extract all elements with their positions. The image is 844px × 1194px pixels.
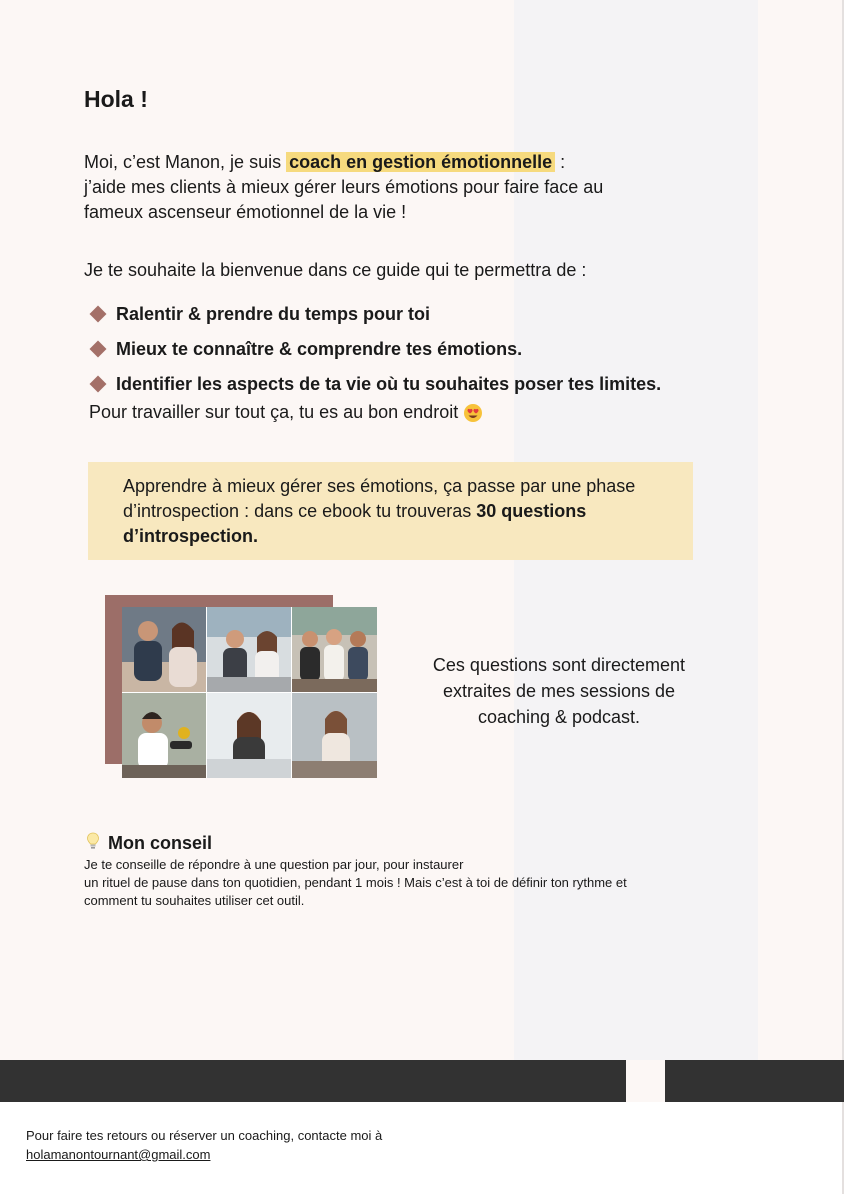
diamond-icon	[90, 305, 107, 322]
benefits-list	[88, 296, 661, 401]
diamond-icon	[90, 340, 107, 357]
tip-title-text: Mon conseil	[108, 833, 213, 853]
diamond-icon	[90, 375, 107, 392]
callout-body: Apprendre à mieux gérer ses émotions, ça passe par une phase d’introspection : dans ce ebook tu trouveras	[123, 476, 636, 521]
collage-photo	[207, 607, 291, 692]
collage-photo	[292, 693, 377, 778]
tip-heading	[86, 832, 212, 855]
footer-bar-left	[0, 1060, 626, 1102]
caption-line-2: extraites de mes sessions de	[442, 681, 676, 701]
intro-text: Moi, c’est Manon, je suis	[84, 152, 287, 172]
caption-line-3: coaching & podcast.	[477, 707, 641, 727]
contact-text: Pour faire tes retours ou réserver un coaching, contacte moi à	[26, 1128, 383, 1143]
list-item-label: Ralentir & prendre du temps pour toi	[116, 303, 431, 324]
closing-line	[89, 402, 483, 423]
tip-text	[84, 856, 734, 910]
tip-line-1: Je te conseille de répondre à une question par jour, pour instaurer	[84, 857, 464, 872]
intro-line-3: fameux ascenseur émotionnel de la vie !	[84, 202, 407, 222]
lightbulb-icon	[86, 832, 100, 855]
list-item	[88, 366, 661, 401]
intro-colon: :	[555, 152, 566, 172]
tip-line-2: un rituel de pause dans ton quotidien, pendant 1 mois ! Mais c’est à toi de définir ton rythme et	[84, 875, 627, 890]
callout-text	[88, 462, 693, 549]
list-item	[88, 331, 661, 366]
contact-info	[26, 1126, 382, 1164]
list-item-label: Mieux te connaître & comprendre tes émotions.	[116, 338, 523, 359]
closing-text: Pour travailler sur tout ça, tu es au bon endroit	[89, 402, 459, 422]
footer-bar-right	[665, 1060, 844, 1102]
list-item-label: Identifier les aspects de ta vie où tu souhaites poser tes limites.	[116, 373, 662, 394]
collage-photo	[122, 693, 206, 778]
email-link[interactable]: holamanontournant@gmail.com	[26, 1147, 211, 1162]
welcome-text: Je te souhaite la bienvenue dans ce guide qui te permettra de :	[84, 260, 587, 280]
collage-photo	[207, 693, 291, 778]
callout-box	[88, 462, 693, 560]
intro-paragraph	[84, 150, 724, 225]
tip-line-3: comment tu souhaites utiliser cet outil.	[84, 893, 305, 908]
collage-photo	[122, 607, 206, 692]
list-item	[88, 296, 661, 331]
page-title: Hola !	[84, 86, 148, 112]
intro-line-2: j’aide mes clients à mieux gérer leurs émotions pour faire face au	[84, 177, 604, 197]
caption-line-1: Ces questions sont directement	[432, 655, 686, 675]
heart-eyes-emoji-icon	[463, 403, 483, 423]
callout-bold: 30 questions d’introspection.	[123, 501, 587, 546]
highlight-coach: coach en gestion émotionnelle	[286, 152, 555, 172]
collage-photo	[292, 607, 377, 692]
photo-caption	[398, 652, 720, 730]
photo-collage	[122, 607, 377, 778]
